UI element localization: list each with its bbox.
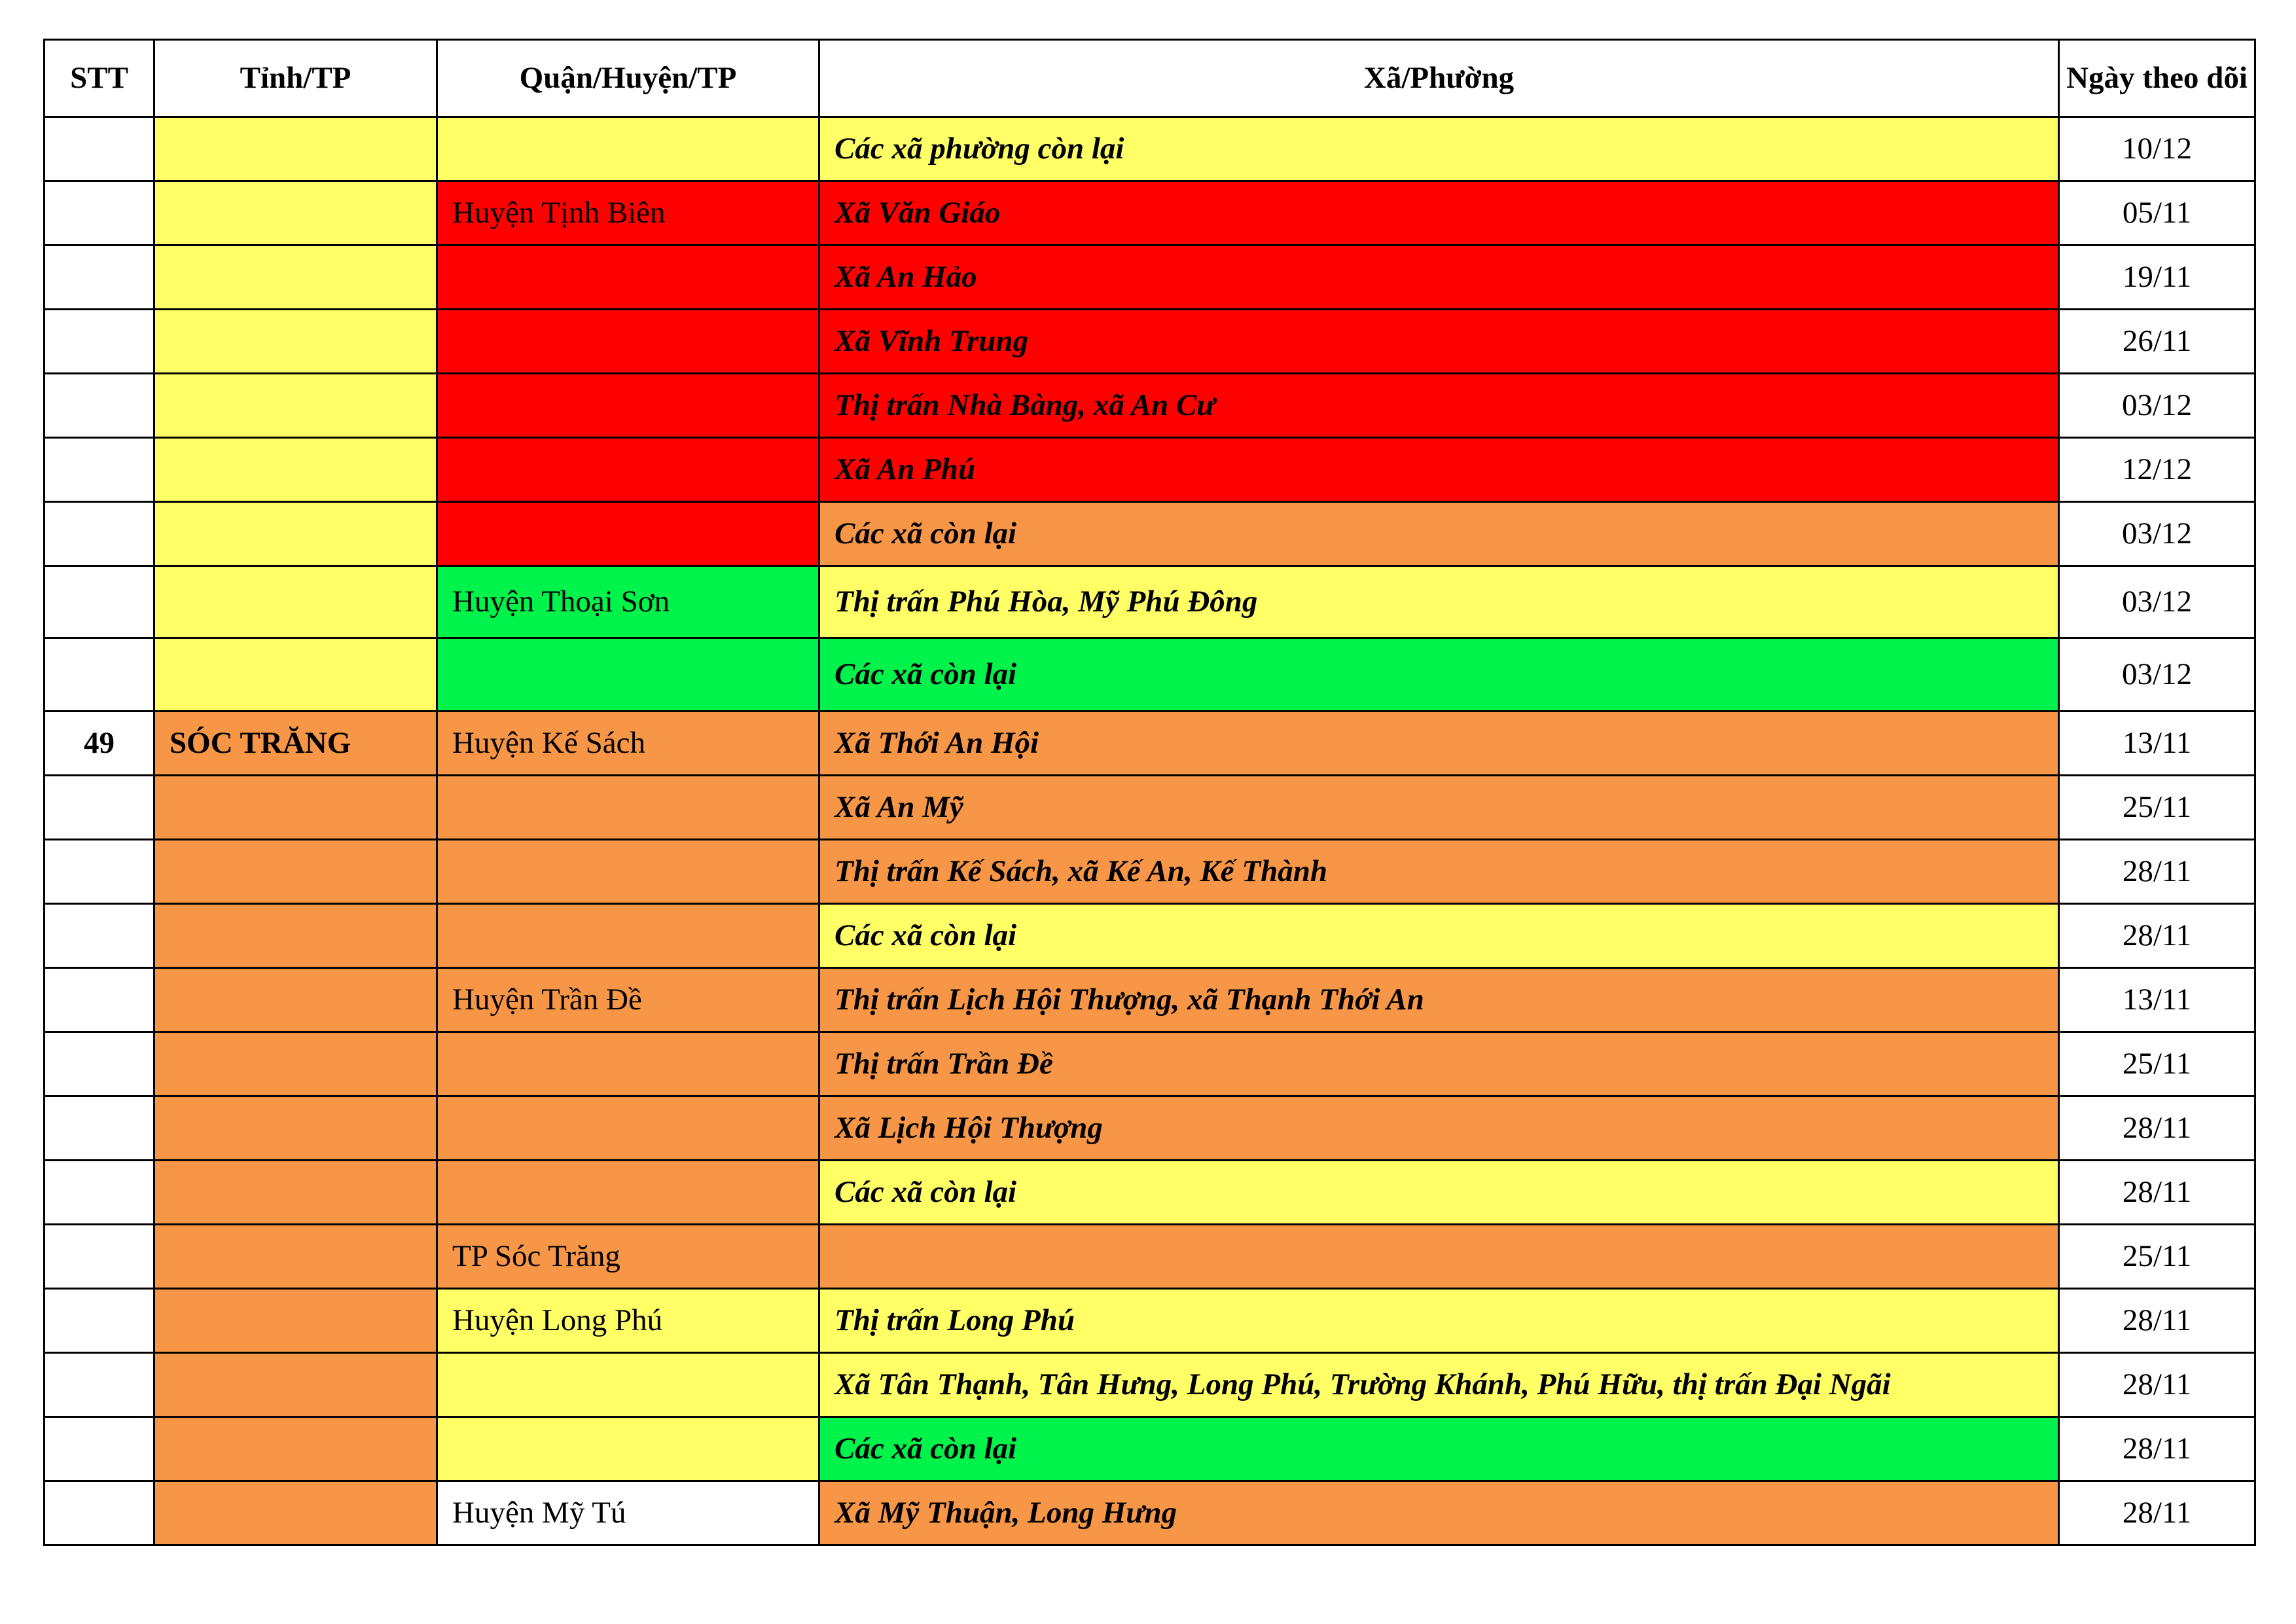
- province-cell: [154, 374, 437, 438]
- date-cell: 05/11: [2059, 181, 2255, 245]
- table-row: [45, 181, 2255, 245]
- table-row: [45, 502, 2255, 566]
- province-cell: [154, 1289, 437, 1353]
- table-row: [45, 1417, 2255, 1481]
- table-row: [45, 1481, 2255, 1545]
- header-date: Ngày theo dõi: [2059, 40, 2255, 117]
- stt-cell: [45, 245, 154, 310]
- district-cell: Huyện Mỹ Tú: [437, 1481, 819, 1545]
- stt-cell: [45, 374, 154, 438]
- province-cell: [154, 904, 437, 968]
- table-row: [45, 1289, 2255, 1353]
- province-cell: [154, 566, 437, 638]
- province-cell: [154, 840, 437, 904]
- table-row: [45, 638, 2255, 712]
- date-cell: 12/12: [2059, 438, 2255, 502]
- header-stt: STT: [45, 40, 154, 117]
- province-cell: [154, 776, 437, 840]
- province-cell: [154, 1353, 437, 1417]
- district-cell: Huyện Kế Sách: [437, 712, 819, 776]
- ward-cell: Thị trấn Lịch Hội Thượng, xã Thạnh Thới An: [819, 968, 2059, 1032]
- stt-cell: [45, 1353, 154, 1417]
- ward-cell: Các xã còn lại: [819, 502, 2059, 566]
- table-row: [45, 840, 2255, 904]
- date-cell: 10/12: [2059, 117, 2255, 181]
- district-cell: [437, 904, 819, 968]
- stt-cell: [45, 1225, 154, 1289]
- table-row: [45, 712, 2255, 776]
- district-cell: [437, 1161, 819, 1225]
- district-cell: [437, 1353, 819, 1417]
- ward-cell: Thị trấn Phú Hòa, Mỹ Phú Đông: [819, 566, 2059, 638]
- district-cell: [437, 1417, 819, 1481]
- district-cell: [437, 1096, 819, 1161]
- date-cell: 19/11: [2059, 245, 2255, 310]
- province-cell: [154, 1481, 437, 1545]
- district-cell: [437, 1032, 819, 1096]
- table-row: [45, 776, 2255, 840]
- date-cell: 13/11: [2059, 968, 2255, 1032]
- ward-cell: Xã Văn Giáo: [819, 181, 2059, 245]
- stt-cell: [45, 840, 154, 904]
- district-cell: [437, 776, 819, 840]
- province-cell: [154, 968, 437, 1032]
- stt-cell: 49: [45, 712, 154, 776]
- date-cell: 28/11: [2059, 840, 2255, 904]
- stt-cell: [45, 904, 154, 968]
- table-row: [45, 1353, 2255, 1417]
- table-row: [45, 374, 2255, 438]
- date-cell: 28/11: [2059, 1096, 2255, 1161]
- ward-cell: Thị trấn Long Phú: [819, 1289, 2059, 1353]
- district-cell: [437, 502, 819, 566]
- district-cell: Huyện Tịnh Biên: [437, 181, 819, 245]
- stt-cell: [45, 566, 154, 638]
- date-cell: 28/11: [2059, 1417, 2255, 1481]
- stt-cell: [45, 1289, 154, 1353]
- stt-cell: [45, 1096, 154, 1161]
- ward-cell: Xã Mỹ Thuận, Long Hưng: [819, 1481, 2059, 1545]
- ward-cell: Xã An Phú: [819, 438, 2059, 502]
- date-cell: 28/11: [2059, 1481, 2255, 1545]
- header-ward: Xã/Phường: [819, 40, 2059, 117]
- district-cell: [437, 438, 819, 502]
- district-cell: [437, 310, 819, 374]
- date-cell: 03/12: [2059, 566, 2255, 638]
- ward-cell: Xã Vĩnh Trung: [819, 310, 2059, 374]
- province-cell: [154, 310, 437, 374]
- stt-cell: [45, 1481, 154, 1545]
- date-cell: 03/12: [2059, 374, 2255, 438]
- table-row: [45, 438, 2255, 502]
- ward-cell: Xã An Mỹ: [819, 776, 2059, 840]
- ward-cell: Các xã còn lại: [819, 1417, 2059, 1481]
- province-cell: SÓC TRĂNG: [154, 712, 437, 776]
- ward-cell: Các xã còn lại: [819, 1161, 2059, 1225]
- date-cell: 28/11: [2059, 1289, 2255, 1353]
- district-cell: [437, 117, 819, 181]
- province-cell: [154, 117, 437, 181]
- table-row: [45, 904, 2255, 968]
- ward-cell: [819, 1225, 2059, 1289]
- table-row: [45, 968, 2255, 1032]
- date-cell: 03/12: [2059, 502, 2255, 566]
- table-header-row: [45, 40, 2255, 117]
- stt-cell: [45, 502, 154, 566]
- stt-cell: [45, 181, 154, 245]
- stt-cell: [45, 1161, 154, 1225]
- stt-cell: [45, 438, 154, 502]
- province-cell: [154, 1225, 437, 1289]
- province-cell: [154, 181, 437, 245]
- province-cell: [154, 1417, 437, 1481]
- province-cell: [154, 502, 437, 566]
- district-cell: [437, 840, 819, 904]
- header-province: Tỉnh/TP: [154, 40, 437, 117]
- date-cell: 25/11: [2059, 776, 2255, 840]
- ward-cell: Xã Thới An Hội: [819, 712, 2059, 776]
- table-row: [45, 1096, 2255, 1161]
- stt-cell: [45, 968, 154, 1032]
- date-cell: 03/12: [2059, 638, 2255, 712]
- ward-cell: Các xã phường còn lại: [819, 117, 2059, 181]
- date-cell: 25/11: [2059, 1032, 2255, 1096]
- table-body: [45, 117, 2255, 1545]
- table-row: [45, 310, 2255, 374]
- province-cell: [154, 638, 437, 712]
- table-row: [45, 1032, 2255, 1096]
- ward-cell: Xã An Hảo: [819, 245, 2059, 310]
- district-cell: Huyện Thoại Sơn: [437, 566, 819, 638]
- table-row: [45, 245, 2255, 310]
- ward-cell: Các xã còn lại: [819, 638, 2059, 712]
- ward-cell: Xã Tân Thạnh, Tân Hưng, Long Phú, Trường Khánh, Phú Hữu, thị trấn Đại Ngãi: [819, 1353, 2059, 1417]
- header-district: Quận/Huyện/TP: [437, 40, 819, 117]
- date-cell: 13/11: [2059, 712, 2255, 776]
- district-cell: TP Sóc Trăng: [437, 1225, 819, 1289]
- ward-cell: Thị trấn Kế Sách, xã Kế An, Kế Thành: [819, 840, 2059, 904]
- province-cell: [154, 245, 437, 310]
- date-cell: 26/11: [2059, 310, 2255, 374]
- province-cell: [154, 1032, 437, 1096]
- province-cell: [154, 438, 437, 502]
- district-cell: Huyện Trần Đề: [437, 968, 819, 1032]
- ward-cell: Thị trấn Nhà Bàng, xã An Cư: [819, 374, 2059, 438]
- province-cell: [154, 1096, 437, 1161]
- date-cell: 28/11: [2059, 904, 2255, 968]
- ward-cell: Xã Lịch Hội Thượng: [819, 1096, 2059, 1161]
- stt-cell: [45, 117, 154, 181]
- ward-cell: Các xã còn lại: [819, 904, 2059, 968]
- date-cell: 28/11: [2059, 1353, 2255, 1417]
- district-cell: [437, 245, 819, 310]
- province-cell: [154, 1161, 437, 1225]
- stt-cell: [45, 1417, 154, 1481]
- district-cell: [437, 638, 819, 712]
- date-cell: 28/11: [2059, 1161, 2255, 1225]
- table-row: [45, 1161, 2255, 1225]
- table-row: [45, 1225, 2255, 1289]
- ward-cell: Thị trấn Trần Đề: [819, 1032, 2059, 1096]
- table-row: [45, 117, 2255, 181]
- district-cell: Huyện Long Phú: [437, 1289, 819, 1353]
- zoning-table: [43, 39, 2256, 1546]
- stt-cell: [45, 1032, 154, 1096]
- district-cell: [437, 374, 819, 438]
- stt-cell: [45, 638, 154, 712]
- stt-cell: [45, 776, 154, 840]
- date-cell: 25/11: [2059, 1225, 2255, 1289]
- table-row: [45, 566, 2255, 638]
- stt-cell: [45, 310, 154, 374]
